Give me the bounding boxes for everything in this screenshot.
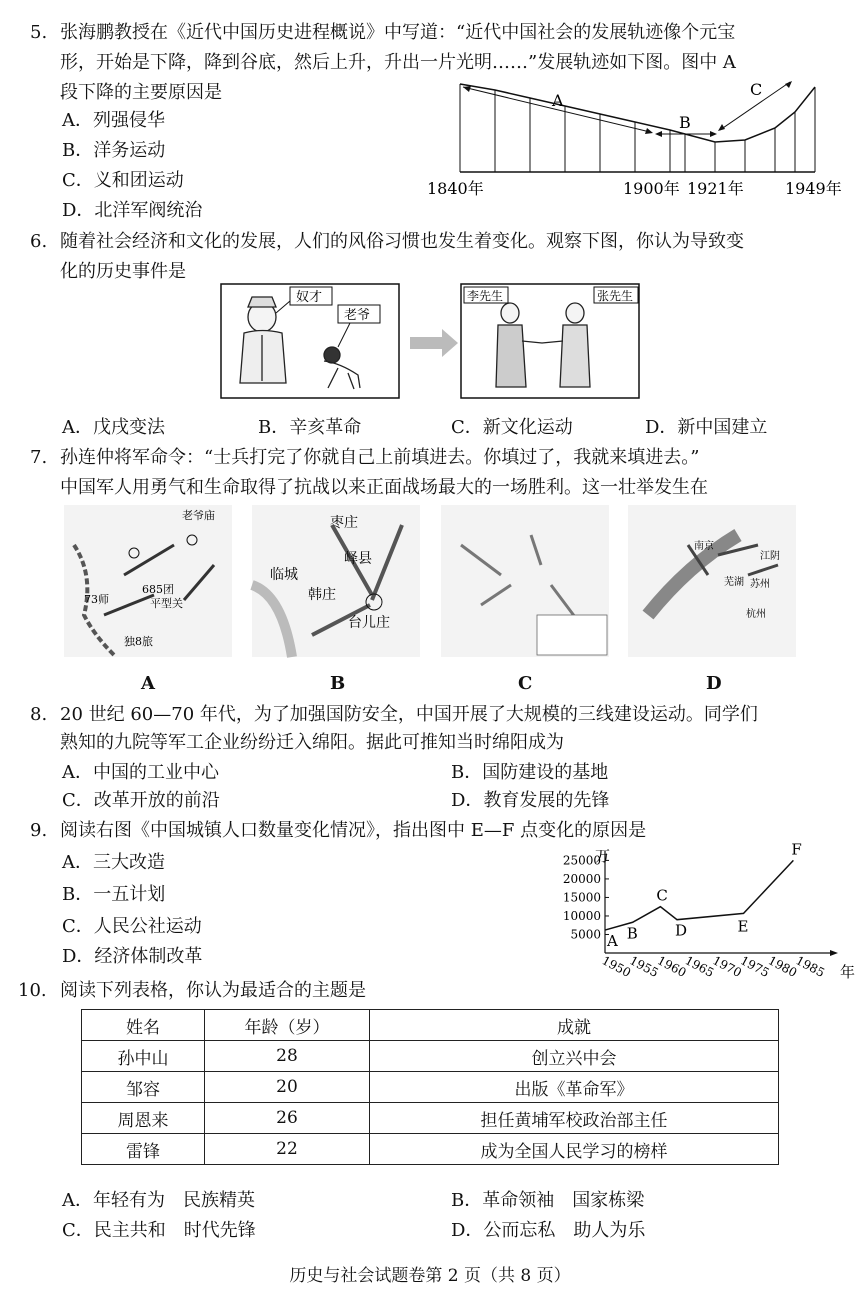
- q7-map-b-label-5: 台儿庄: [348, 615, 390, 631]
- q10-number: 10.: [18, 980, 47, 1001]
- point-label: B: [626, 924, 638, 943]
- q5-text-line3: 段下降的主要原因是: [60, 82, 222, 103]
- q8-text-line1: 20 世纪 60—70 年代，为了加强国防安全，中国开展了大规模的三线建设运动。同学们: [60, 704, 758, 725]
- q7-map-d-label-3: 苏州: [750, 579, 770, 590]
- q5-year-1949: 1949年: [785, 179, 842, 198]
- q6-arrow-icon: [410, 329, 458, 357]
- y-tick-label: 15000: [562, 890, 601, 905]
- q5-option-a[interactable]: A．列强侵华: [62, 110, 165, 131]
- q5-segment-b-label: B: [679, 113, 691, 132]
- q7-map-d-label-4: 芜湖: [724, 577, 744, 588]
- table-cell: 22: [205, 1134, 370, 1165]
- point-label: E: [737, 917, 749, 936]
- q10-option-c[interactable]: C．民主共和 时代先锋: [62, 1220, 256, 1241]
- q7-map-a-label-4: 73师: [84, 593, 109, 606]
- q9-number: 9.: [30, 820, 48, 841]
- q6-label-laoye-text: 老爷: [344, 308, 371, 323]
- x-tick-label: 1950: [599, 953, 634, 980]
- q6-option-a[interactable]: A．戊戌变法: [62, 417, 165, 438]
- x-tick-label: 1970: [710, 953, 744, 980]
- q10-option-a[interactable]: A．年轻有为 民族精英: [62, 1190, 255, 1211]
- q7-map-c: [441, 505, 609, 657]
- x-tick-label: 1965: [682, 953, 717, 980]
- q8-option-d[interactable]: D．教育发展的先锋: [451, 790, 610, 811]
- q7-map-a-label-1: 老爷庙: [182, 509, 215, 522]
- q7-map-a-label-5: 独8旅: [124, 635, 153, 648]
- q6-text-line2: 化的历史事件是: [60, 261, 186, 282]
- table-cell: 雷锋: [82, 1134, 205, 1165]
- q7-map-d-label-5: 杭州: [746, 609, 766, 620]
- table-cell: 26: [205, 1103, 370, 1134]
- q7-caption-c[interactable]: C: [518, 673, 533, 694]
- x-tick-label: 1985: [793, 953, 828, 980]
- table-cell: 邹容: [82, 1072, 205, 1103]
- table-row: [82, 1134, 779, 1165]
- table-header-achievement: 成就: [370, 1010, 779, 1041]
- q5-year-1921: 1921年: [687, 179, 744, 198]
- y-tick-label: 5000: [570, 927, 601, 942]
- q9-option-b[interactable]: B．一五计划: [62, 884, 166, 905]
- table-cell: 成为全国人民学习的榜样: [370, 1134, 779, 1165]
- x-tick-label: 1960: [654, 953, 689, 980]
- page-footer: 历史与社会试题卷第 2 页（共 8 页）: [289, 1266, 571, 1286]
- q7-caption-d[interactable]: D: [706, 673, 722, 694]
- y-axis-label: 万: [595, 847, 611, 865]
- x-tick-label: 1955: [627, 953, 661, 980]
- q7-map-d: [628, 505, 796, 657]
- q6-label-nucai: 奴才: [296, 290, 323, 305]
- q7-caption-b[interactable]: B: [330, 673, 346, 694]
- q5-segment-c-label: C: [750, 80, 763, 99]
- point-label: A: [607, 932, 618, 951]
- q5-segment-a-label: A: [552, 91, 564, 110]
- table-header-row: [82, 1010, 779, 1041]
- q5-year-1840: 1840年: [427, 179, 484, 198]
- x-tick-label: 1980: [765, 953, 800, 980]
- table-row: [82, 1103, 779, 1134]
- q6-label-li: 李先生: [467, 289, 504, 303]
- q6-custom-change-image: [220, 283, 640, 401]
- q9-text-line1: 阅读右图《中国城镇人口数量变化情况》，指出图中 E—F 点变化的原因是: [60, 820, 647, 841]
- q9-population-line: [605, 860, 793, 930]
- table-header-name: 姓名: [82, 1010, 205, 1041]
- q10-option-d[interactable]: D．公而忘私 助人为乐: [451, 1220, 646, 1241]
- table-header-age: 年龄（岁）: [205, 1010, 370, 1041]
- q10-table: [81, 1009, 779, 1165]
- q9-population-chart: [550, 840, 856, 985]
- q7-map-a-label-2: 685团: [142, 583, 174, 596]
- q8-option-a[interactable]: A．中国的工业中心: [62, 762, 219, 783]
- q8-number: 8.: [30, 704, 48, 725]
- q8-option-c[interactable]: C．改革开放的前沿: [62, 790, 220, 811]
- q7-map-b-label-1: 临城: [270, 567, 298, 583]
- x-tick-label: 1975: [738, 953, 772, 980]
- q9-option-c[interactable]: C．人民公社运动: [62, 916, 202, 937]
- q6-text-line1: 随着社会经济和文化的发展，人们的风俗习惯也发生着变化。观察下图，你认为导致变: [60, 231, 744, 252]
- table-cell: 创立兴中会: [370, 1041, 779, 1072]
- x-axis-arrow-icon: [830, 950, 838, 956]
- q7-map-b-label-4: 韩庄: [308, 587, 336, 603]
- q8-text-line2: 熟知的九院等军工企业纷纷迁入绵阳。据此可推知当时绵阳成为: [60, 732, 564, 753]
- table-row: [82, 1041, 779, 1072]
- q8-option-b[interactable]: B．国防建设的基地: [451, 762, 609, 783]
- point-label: D: [675, 921, 688, 940]
- q7-map-b-label-2: 枣庄: [330, 515, 358, 531]
- q5-year-1900: 1900年: [623, 179, 680, 198]
- x-axis-label: 年: [840, 963, 856, 981]
- q7-caption-a[interactable]: A: [141, 673, 155, 694]
- q9-option-a[interactable]: A．三大改造: [62, 852, 165, 873]
- q7-number: 7.: [30, 447, 48, 468]
- q5-option-c[interactable]: C．义和团运动: [62, 170, 184, 191]
- q5-trend-chart: [425, 72, 845, 202]
- q7-map-d-label-2: 江阴: [760, 551, 780, 562]
- table-cell: 28: [205, 1041, 370, 1072]
- q7-map-a: [64, 505, 232, 657]
- q6-label-zhang: 张先生: [597, 289, 634, 303]
- q10-option-b[interactable]: B．革命领袖 国家栋梁: [451, 1190, 645, 1211]
- q9-option-d[interactable]: D．经济体制改革: [62, 946, 203, 967]
- q7-map-a-label-3: 平型关: [150, 597, 183, 610]
- q5-option-d[interactable]: D．北洋军阀统治: [62, 200, 203, 221]
- q5-number: 5.: [30, 22, 48, 43]
- y-tick-label: 20000: [562, 871, 601, 886]
- table-row: [82, 1072, 779, 1103]
- q5-text-line1: 张海鹏教授在《近代中国历史进程概说》中写道：“近代中国社会的发展轨迹像个元宝: [60, 22, 736, 43]
- q7-map-b: [252, 505, 420, 657]
- q5-option-b[interactable]: B．洋务运动: [62, 140, 166, 161]
- table-cell: 20: [205, 1072, 370, 1103]
- q6-option-c[interactable]: C．新文化运动: [451, 417, 573, 438]
- q7-map-b-label-3: 峄县: [344, 551, 372, 567]
- y-tick-label: 25000: [562, 853, 601, 868]
- table-cell: 担任黄埔军校政治部主任: [370, 1103, 779, 1134]
- q7-text-line2: 中国军人用勇气和生命取得了抗战以来正面战场最大的一场胜利。这一壮举发生在: [60, 477, 708, 498]
- point-label: F: [791, 840, 802, 859]
- q7-map-d-label-1: 南京: [694, 541, 714, 552]
- q10-text-line1: 阅读下列表格，你认为最适合的主题是: [60, 980, 366, 1001]
- q6-option-b[interactable]: B．辛亥革命: [258, 417, 362, 438]
- q6-option-d[interactable]: D．新中国建立: [645, 417, 768, 438]
- point-label: C: [656, 886, 668, 905]
- table-cell: 出版《革命军》: [370, 1072, 779, 1103]
- table-cell: 周恩来: [82, 1103, 205, 1134]
- q5-text-line2: 形，开始是下降，降到谷底，然后上升，升出一片光明……”发展轨迹如下图。图中 A: [60, 52, 736, 73]
- q6-number: 6.: [30, 231, 48, 252]
- table-cell: 孙中山: [82, 1041, 205, 1072]
- y-tick-label: 10000: [562, 908, 601, 923]
- q7-text-line1: 孙连仲将军命令：“士兵打完了你就自己上前填进去。你填过了，我就来填进去。”: [60, 447, 700, 468]
